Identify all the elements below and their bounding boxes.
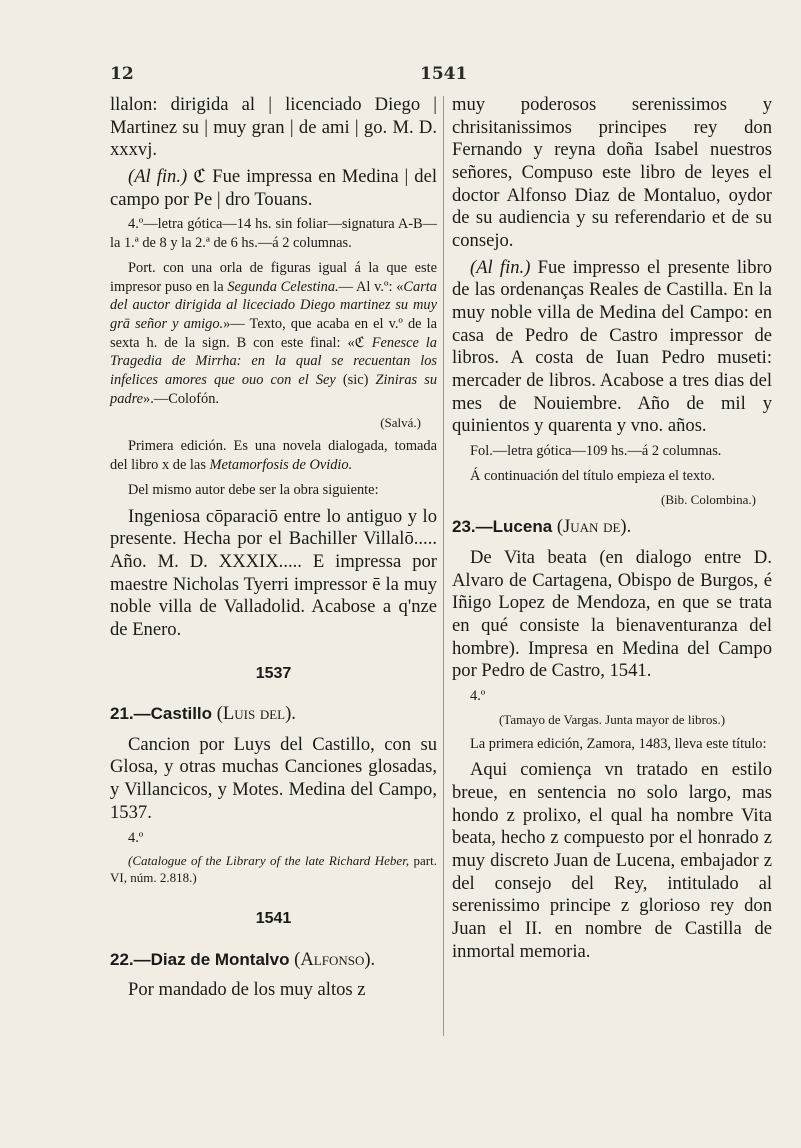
note-paragraph: Á continuación del título empieza el texto.	[470, 467, 715, 484]
title-transcription: muy poderosos serenissimos y chrisitanissimos principes rey don Fernando y reyna doña Isabel nuestros señores, Compuso este libro de leyes el doctor Alfonso Diaz de Montaluo, oydor de su audiencia y su referendario et de su consejo.	[452, 94, 772, 252]
physical-description: Fol.—letra gótica—109 hs.—á 2 columnas.	[470, 443, 722, 460]
paragraph: llalon: dirigida al | licenciado Diego | Martinez su | muy gran | de ami | go. M. D. xxxvj.	[110, 94, 437, 161]
year-heading: 1541	[255, 910, 292, 927]
description-paragraph: Port. con una orla de figuras igual á la que este impresor puso en la Segunda Celestina.— Al v.º: «Carta del auctor dirigida al liceciado Diego martinez su muy grā señor y amigo.»— Texto, que acaba en el v.º de la sexta h. de la sign. B con este final: «ℭ Fenesce la Tragedia de Mirrha: en la qual se recuentan los infelices amores que ouo con el Sey (sic) Ziniras su padre».—Colofón.	[110, 259, 438, 407]
source-citation: (Catalogue of the Library of the late Richard Heber, part. VI, núm. 2.818.)	[110, 853, 437, 886]
title-transcription: Ingeniosa cōparaciō entre lo antiguo y lo presente. Hecha por el Bachiller Villalō..... Año. M. D. XXXIX..... E impressa por maestre Nicholas Tyerri impressor ē la muy noble villa de Valladolid. Acabose a q'nze de Enero.	[110, 505, 437, 640]
source-citation: (Salvá.)	[380, 414, 421, 430]
right-column	[452, 94, 772, 967]
title-transcription: De Vita beata (en dialogo entre D. Alvaro de Cartagena, Obispo de Burgos, é Iñigo Lopez de Mendoza, en que se trata en qué consiste la bienaventuranza del hombre). Impresa en Medina del Campo por Pedro de Castro, 1541.	[452, 547, 772, 682]
title-transcription: Aqui comiença vn tratado en estilo breue, en sentencia no solo largo, mas hondo z prolixo, el qual ha nombre Vita beata, hecho z compuesto por el honrado z muy discreto Juan de Lucena, embajador z del consejo del Rey, intitulado al serenissimo principe z glorioso rey don Juan el II. en nombre de Castilla de inmortal memoria.	[452, 759, 772, 962]
colophon-paragraph: (Al fin.) ℭ Fue impressa en Medina | del campo por Pe | dro Touans.	[110, 166, 437, 210]
page-number: 12	[110, 64, 134, 84]
source-citation: (Tamayo de Vargas. Junta mayor de libros.)	[498, 711, 726, 727]
source-citation: (Bib. Colombina.)	[661, 491, 756, 507]
entry-heading: 21.—Castillo (Luis del).	[110, 703, 296, 725]
physical-description: 4.º—letra gótica—14 hs. sin foliar—signatura A-B—la 1.ª de 8 y la 2.ª de 6 hs.—á 2 columnas.	[110, 216, 437, 252]
format: 4.º	[470, 688, 486, 705]
title-transcription: Por mandado de los muy altos z	[128, 979, 366, 1001]
header-year: 1541	[420, 64, 468, 84]
entry-heading: 23.—Lucena (Juan de).	[452, 516, 632, 538]
note-paragraph: Del mismo autor debe ser la obra siguiente:	[128, 481, 379, 498]
column-divider	[443, 96, 444, 1036]
entry-heading: 22.—Diaz de Montalvo (Alfonso).	[110, 948, 376, 970]
left-column	[110, 94, 437, 1006]
colophon-paragraph: (Al fin.) Fue impresso el presente libro de las ordenanças Reales de Castilla. En la muy noble villa de Medina del Campo: en casa de Pedro de Castro impressor de libros. A costa de Iuan Pedro museti: mercader de libros. Acabose a tres dias del mes de Nouiembre. Año de mil y quinientos y quarenta y vno. años.	[452, 256, 772, 437]
format: 4.º	[128, 829, 144, 846]
note-paragraph: Primera edición. Es una novela dialogada, tomada del libro x de las Metamorfosis de Ovidio.	[110, 438, 437, 474]
title-transcription: Cancion por Luys del Castillo, con su Glosa, y otras muchas Canciones glosadas, y Villancicos, y Motes. Medina del Campo, 1537.	[110, 733, 437, 823]
note-paragraph: La primera edición, Zamora, 1483, lleva este título:	[470, 735, 767, 752]
year-heading: 1537	[255, 664, 292, 682]
